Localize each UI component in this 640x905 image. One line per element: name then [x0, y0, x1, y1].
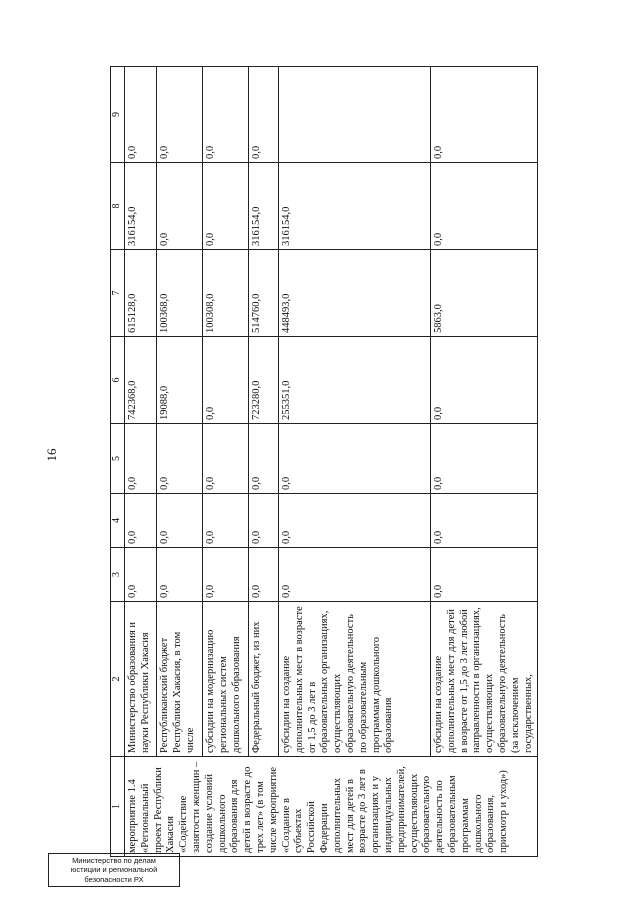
header-cell: 5	[111, 424, 125, 494]
funding-source-cell: субсидии на создание дополнительных мест для детей в возрасте от 1,5 до 3 лет любой направленности в организациях, осуществляющих образовательную деятельность (за исключением государственных,	[431, 602, 538, 757]
value-cell: 0,0	[157, 424, 203, 494]
header-cell: 8	[111, 163, 125, 250]
value-cell: 0,0	[279, 548, 431, 602]
header-cell: 2	[111, 602, 125, 757]
value-cell: 0,0	[125, 548, 157, 602]
value-cell: 448493,0	[279, 250, 431, 337]
value-cell: 0,0	[203, 548, 249, 602]
value-cell: 0,0	[431, 424, 538, 494]
value-cell: 0,0	[431, 548, 538, 602]
value-cell: 0,0	[203, 424, 249, 494]
value-cell	[279, 67, 431, 163]
value-cell: 5863,0	[431, 250, 538, 337]
value-cell: 0,0	[249, 548, 279, 602]
value-cell: 0,0	[249, 424, 279, 494]
table-row	[431, 67, 538, 857]
header-cell: 6	[111, 337, 125, 424]
header-cell: 9	[111, 67, 125, 163]
value-cell: 723280,0	[249, 337, 279, 424]
event-description-cell: мероприятие 1.4 «Региональный проект Республики Хакасия «Содействие занятости женщин – создание условий дошкольного образования для детей в возрасте до трех лет» (в том числе мероприятие «Создание в субъектах Российской Федерации дополнительных мест для детей в возрасте до 3 лет в организациях и у индивидуальных предпринимателей, осуществляющих образовательную деятельность по образовательным программам дошкольного образования, присмотр и уход»)	[125, 757, 538, 857]
funding-source-cell: субсидии на модернизацию региональных систем дошкольного образования	[203, 602, 249, 757]
value-cell: 0,0	[157, 494, 203, 548]
stamp-line: юстиции и региональной	[70, 865, 158, 875]
value-cell: 0,0	[279, 494, 431, 548]
table-row	[125, 67, 157, 857]
value-cell: 0,0	[157, 163, 203, 250]
value-cell: 742368,0	[125, 337, 157, 424]
value-cell: 0,0	[203, 163, 249, 250]
table-row	[249, 67, 279, 857]
value-cell: 0,0	[203, 337, 249, 424]
value-cell: 0,0	[431, 337, 538, 424]
value-cell: 0,0	[249, 67, 279, 163]
stamp-line: Министерство по делам	[72, 856, 156, 865]
table-row	[203, 67, 249, 857]
value-cell: 100368,0	[157, 250, 203, 337]
value-cell: 0,0	[431, 163, 538, 250]
value-cell: 316154,0	[125, 163, 157, 250]
value-cell: 615128,0	[125, 250, 157, 337]
value-cell: 0,0	[279, 424, 431, 494]
value-cell: 0,0	[431, 67, 538, 163]
value-cell: 0,0	[203, 67, 249, 163]
value-cell: 0,0	[157, 67, 203, 163]
funding-source-cell: Федеральный бюджет, из них	[249, 602, 279, 757]
value-cell: 0,0	[125, 424, 157, 494]
value-cell: 255351,0	[279, 337, 431, 424]
rotated-table-container	[110, 67, 534, 857]
value-cell: 19088,0	[157, 337, 203, 424]
value-cell: 0,0	[125, 494, 157, 548]
funding-source-cell: Министерство образования и науки Республики Хакасия	[125, 602, 157, 757]
page-number: 16	[44, 448, 59, 462]
header-row	[111, 67, 125, 857]
value-cell: 316154,0	[279, 163, 431, 250]
value-cell: 100308,0	[203, 250, 249, 337]
header-cell: 1	[111, 757, 125, 857]
ministry-stamp	[48, 853, 180, 887]
table-row	[157, 67, 203, 857]
funding-source-cell: Республиканский бюджет Республики Хакасия, в том числе	[157, 602, 203, 757]
table-row	[279, 67, 431, 857]
value-cell: 316154,0	[249, 163, 279, 250]
table-frame	[110, 67, 534, 857]
header-cell: 3	[111, 548, 125, 602]
value-cell: 0,0	[431, 494, 538, 548]
header-cell: 4	[111, 494, 125, 548]
value-cell: 0,0	[125, 67, 157, 163]
stamp-line: безопасности РХ	[84, 874, 144, 884]
value-cell: 514760,0	[249, 250, 279, 337]
value-cell: 0,0	[203, 494, 249, 548]
header-cell: 7	[111, 250, 125, 337]
budget-table	[110, 66, 538, 857]
funding-source-cell: субсидии на создание дополнительных мест в возрасте от 1,5 до 3 лет в образовательных организациях, осуществляющих образовательную деятельность по образовательным программам дошкольного образования	[279, 602, 431, 757]
value-cell: 0,0	[157, 548, 203, 602]
value-cell: 0,0	[249, 494, 279, 548]
